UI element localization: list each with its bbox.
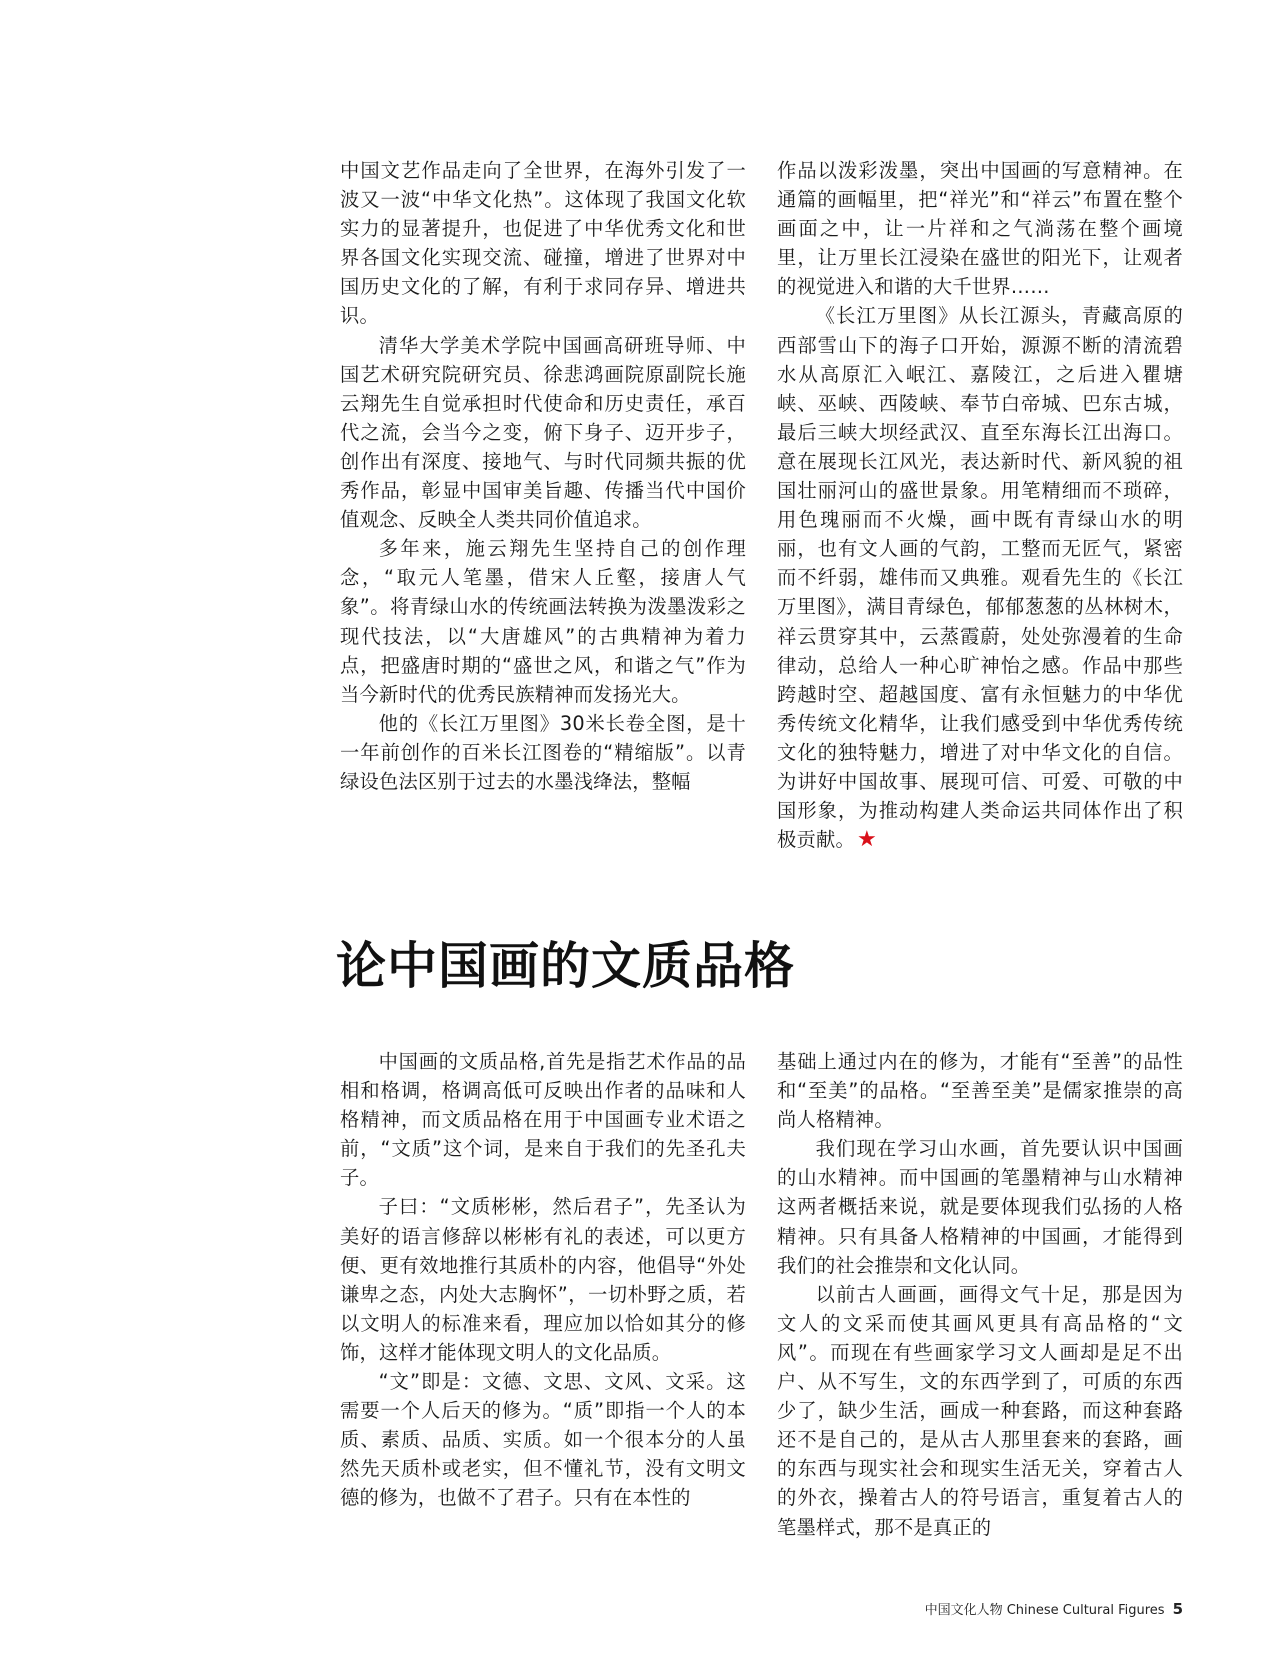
publication-name: 中国文化人物 Chinese Cultural Figures (924, 1603, 1165, 1618)
paragraph: 以前古人画画，画得文气十足，那是因为文人的文采而使其画风更具有高品格的“文风”。而现在有些画家学习文人画却是足不出户、从不写生，文的东西学到了，可质的东西少了，缺少生活，画成一种套路，而这种套路还不是自己的，是从古人那里套来的套路，画的东西与现实社会和现实生活无关，穿着古人的外衣，操着古人的符号语言，重复着古人的笔墨样式，那不是真正的 (777, 1282, 1183, 1539)
paragraph: 基础上通过内在的修为，才能有“至善”的品性和“至美”的品格。“至善至美”是儒家推崇的高尚人格精神。 (777, 1050, 1183, 1132)
previous-article-left-column (340, 156, 746, 796)
paragraph: 子曰：“文质彬彬，然后君子”，先圣认为美好的语言修辞以彬彬有礼的表述，可以更方便、更有效地推行其质朴的内容，他倡导“外处谦卑之态，内处大志胸怀”，一切朴野之质，若以文明人的标准来看，理应加以恰如其分的修饰，这样才能体现文明人的文化品质。 (340, 1195, 746, 1364)
paragraph-text: 《长江万里图》从长江源头，青藏高原的西部雪山下的海子口开始，源源不断的清流碧水从高原汇入岷江、嘉陵江，之后进入瞿塘峡、巫峡、西陵峡、奉节白帝城、巴东古城，最后三峡大坝经武汉、直至东海长江出海口。意在展现长江风光，表达新时代、新风貌的祖国壮丽河山的盛世景象。用笔精细而不琐碎，用色瑰丽而不火燥，画中既有青绿山水的明丽，也有文人画的气韵，工整而无匠气，紧密而不纤弱，雄伟而又典雅。观看先生的《长江万里图》，满目青绿色，郁郁葱葱的丛林树木，祥云贯穿其中，云蒸霞蔚，处处弥漫着的生命律动，总给人一种心旷神怡之感。作品中那些跨越时空、超越国度、富有永恒魅力的中华优秀传统文化精华，让我们感受到中华优秀传统文化的独特魅力，增进了对中华文化的自信。为讲好中国故事、展现可信、可爱、可敬的中国形象，为推动构建人类命运共同体作出了积极贡献。 (777, 304, 1183, 852)
paragraph: 中国画的文质品格,首先是指艺术作品的品相和格调，格调高低可反映出作者的品味和人格精神，而文质品格在用于中国画专业术语之前，“文质”这个词，是来自于我们的先圣孔夫子。 (340, 1050, 746, 1190)
previous-article-right-column (777, 156, 1183, 854)
paragraph: 清华大学美术学院中国画高研班导师、中国艺术研究院研究员、徐悲鸿画院原副院长施云翔先生自觉承担时代使命和历史责任，承百代之流，会当今之变，俯下身子、迈开步子，创作出有深度、接地气、与时代同频共振的优秀作品，彰显中国审美旨趣、传播当代中国价值观念、反映全人类共同价值追求。 (340, 333, 746, 532)
page-footer (925, 1600, 1183, 1620)
paragraph-last (777, 301, 1183, 854)
paragraph: 作品以泼彩泼墨，突出中国画的写意精神。在通篇的画幅里，把“祥光”和“祥云”布置在整个画面之中，让一片祥和之气淌荡在整个画境里，让万里长江浸染在盛世的阳光下，让观者的视觉进入和谐的大千世界…… (777, 159, 1183, 299)
paragraph: 多年来，施云翔先生坚持自己的创作理念，“取元人笔墨，借宋人丘壑，接唐人气象”。将青绿山水的传统画法转换为泼墨泼彩之现代技法，以“大唐雄风”的古典精神为着力点，把盛唐时期的“盛世之风，和谐之气”作为当今新时代的优秀民族精神而发扬光大。 (340, 537, 746, 706)
paragraph: “文”即是：文德、文思、文风、文采。这需要一个人后天的修为。“质”即指一个人的本质、素质、品质、实质。如一个很本分的人虽然先天质朴或老实，但不懂礼节，没有文明文德的修为，也做不了君子。只有在本性的 (340, 1370, 746, 1510)
paragraph: 他的《长江万里图》30米长卷全图，是十一年前创作的百米长江图卷的“精缩版”。以青绿设色法区别于过去的水墨浅绛法，整幅 (340, 711, 746, 793)
page-number: 5 (1172, 1600, 1183, 1618)
article-right-column (777, 1047, 1183, 1542)
article-title: 论中国画的文质品格 (336, 936, 795, 995)
end-star-icon: ★ (856, 827, 877, 853)
paragraph: 我们现在学习山水画，首先要认识中国画的山水精神。而中国画的笔墨精神与山水精神这两者概括来说，就是要体现我们弘扬的人格精神。只有具备人格精神的中国画，才能得到我们的社会推崇和文化认同。 (777, 1137, 1183, 1277)
paragraph: 中国文艺作品走向了全世界，在海外引发了一波又一波“中华文化热”。这体现了我国文化软实力的显著提升，也促进了中华优秀文化和世界各国文化实现交流、碰撞，增进了世界对中国历史文化的了解，有利于求同存异、增进共识。 (340, 159, 746, 328)
article-left-column (340, 1047, 746, 1513)
